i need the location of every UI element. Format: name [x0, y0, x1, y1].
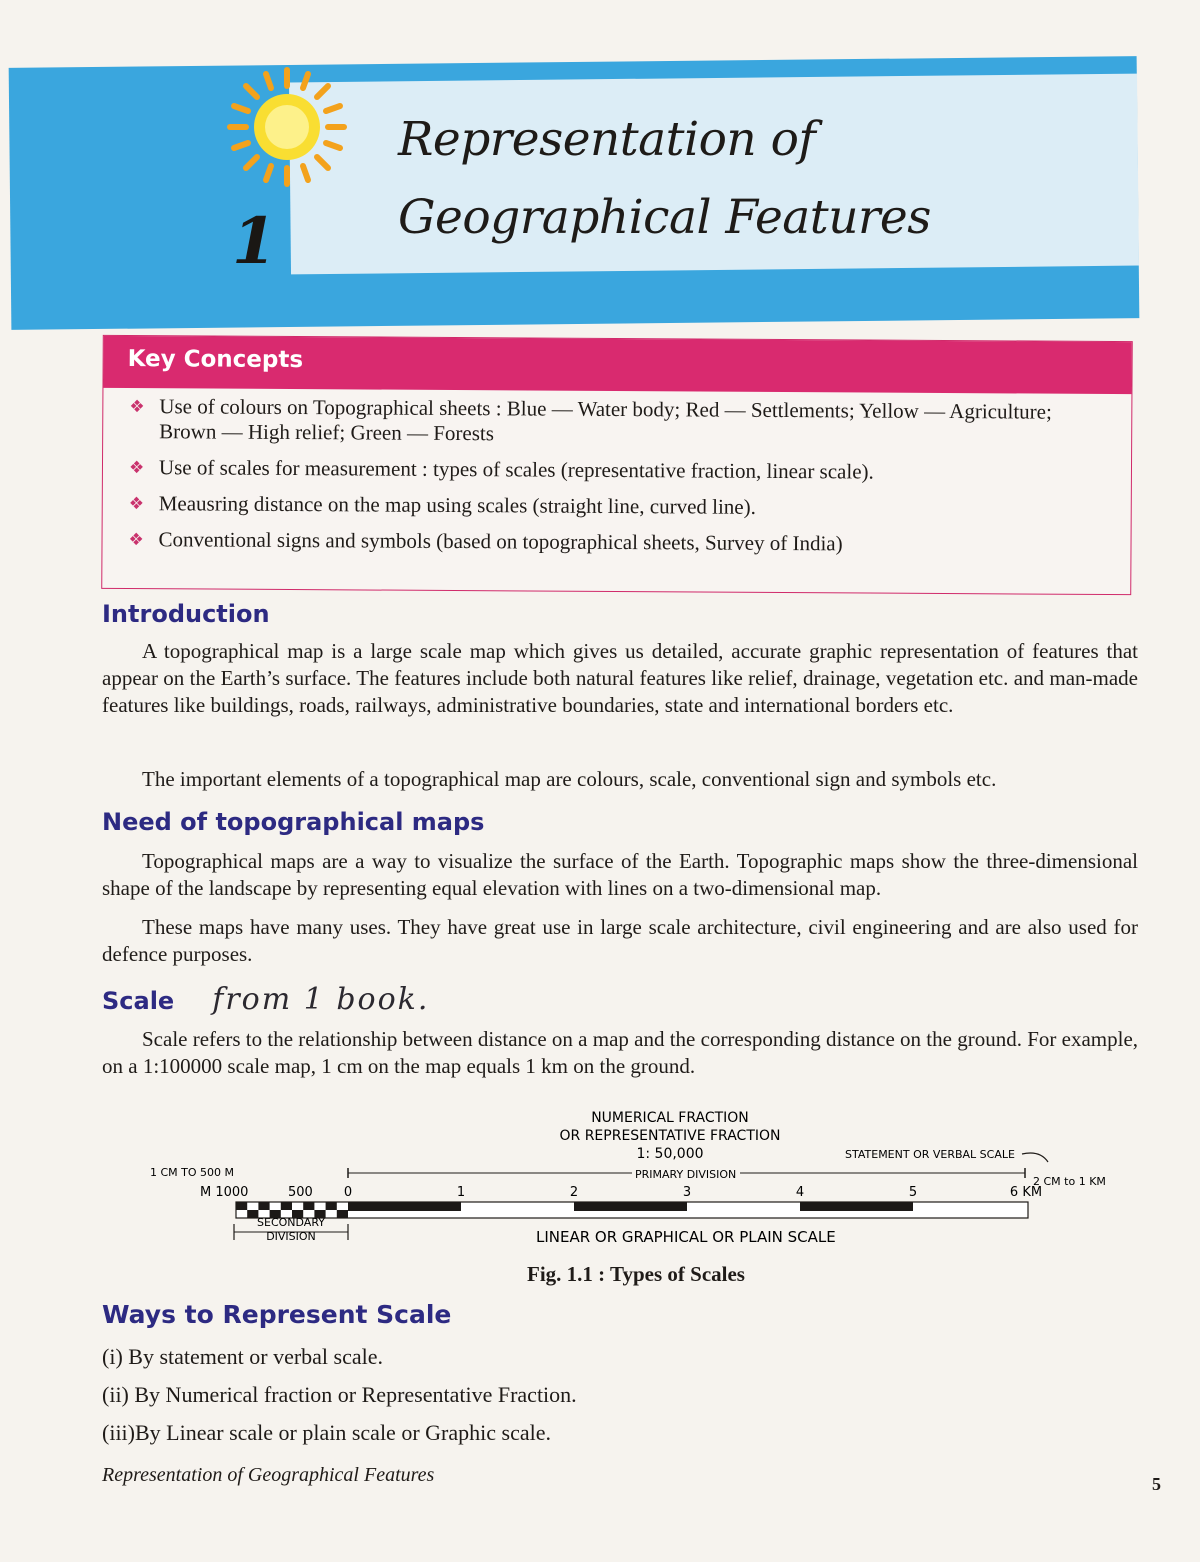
secondary-division-segment	[281, 1202, 292, 1210]
numerical-fraction-label: NUMERICAL FRACTION	[591, 1110, 749, 1126]
secondary-division-segment	[303, 1202, 314, 1210]
linear-scale-label: LINEAR OR GRAPHICAL OR PLAIN SCALE	[536, 1228, 836, 1246]
primary-tick-label: 0	[343, 1185, 353, 1200]
diamond-bullet-icon: ❖	[129, 397, 145, 418]
key-concepts-header	[103, 336, 1131, 394]
key-concepts-box	[101, 335, 1133, 595]
secondary-division-segment	[258, 1202, 269, 1210]
scale-paragraph: Scale refers to the relationship between distance on a map and the corresponding distance on the ground. For example, on a 1:100000 scale map, 1 cm on the map equals 1 km on the ground.	[102, 1027, 1139, 1078]
chapter-title-line-2: Geographical Features	[398, 190, 931, 245]
diamond-bullet-icon: ❖	[128, 530, 144, 551]
key-concepts-heading: Key Concepts	[127, 346, 304, 374]
right-statement-label: 2 CM to 1 KM	[1033, 1175, 1106, 1188]
scale-heading: Scale	[102, 987, 175, 1015]
diamond-bullet-icon: ❖	[128, 494, 145, 515]
introduction-paragraph-2: The important elements of a topographical map are colours, scale, conventional sign and symbols etc.	[142, 767, 997, 791]
need-paragraph-1: Topographical maps are a way to visualize the surface of the Earth. Topographic maps show the three-dimensional shape of the landscape by representing equal elevation with lines on a two-dimensional map.	[102, 849, 1138, 900]
key-concept-item: ❖ Use of scales for measurement : types of scales (representative fraction, linear scale).	[128, 455, 874, 484]
primary-tick-label: 4	[795, 1185, 805, 1200]
chapter-number: 1	[232, 204, 277, 279]
handwritten-note: from 1 book.	[212, 982, 430, 1017]
need-heading: Need of topographical maps	[102, 808, 485, 836]
rf-value: 1: 50,000	[636, 1146, 704, 1162]
primary-tick-label: 1	[456, 1185, 466, 1200]
key-concept-item: ❖ Conventional signs and symbols (based on topographical sheets, Survey of India)	[128, 527, 843, 556]
secondary-division-segment	[337, 1210, 348, 1218]
introduction-paragraph-1: A topographical map is a large scale map which gives us detailed, accurate graphic representation of features that appear on the Earth’s surface. The features include both natural features like relief, drainage, vegetation etc. and man-made features like buildings, roads, railways, administrative boundaries, state and international borders etc.	[102, 639, 1138, 717]
primary-division-label: PRIMARY DIVISION	[635, 1168, 737, 1181]
scale-heading-row	[102, 982, 429, 1017]
primary-division-segment	[574, 1202, 687, 1211]
primary-tick-label: 3	[682, 1185, 692, 1200]
primary-tick-label: 5	[908, 1185, 918, 1200]
left-unit-label: M 1000	[200, 1185, 249, 1200]
secondary-division-label-2: DIVISION	[266, 1230, 316, 1243]
primary-tick-label: 2	[569, 1185, 579, 1200]
figure-caption: Fig. 1.1 : Types of Scales	[527, 1262, 745, 1286]
scale-figure	[140, 1100, 1130, 1260]
chapter-title-line-1: Representation of	[398, 112, 816, 167]
ways-item-1: (i) By statement or verbal scale.	[102, 1344, 384, 1369]
secondary-division-segment	[236, 1202, 247, 1210]
left-statement-label: 1 CM TO 500 M	[150, 1166, 235, 1179]
primary-tick-label: 6 KM	[1009, 1185, 1043, 1200]
diamond-bullet-icon: ❖	[128, 458, 145, 479]
sun-icon	[222, 62, 352, 192]
representative-fraction-label: OR REPRESENTATIVE FRACTION	[559, 1128, 781, 1144]
statement-arrow	[1022, 1153, 1048, 1162]
key-concept-item: ❖ Meausring distance on the map using scales (straight line, curved line).	[128, 491, 756, 519]
ways-heading: Ways to Represent Scale	[102, 1300, 452, 1329]
ways-item-3: (iii)By Linear scale or plain scale or Graphic scale.	[102, 1420, 551, 1445]
statement-scale-label: STATEMENT OR VERBAL SCALE	[845, 1148, 1015, 1161]
page-number: 5	[1152, 1474, 1161, 1494]
key-concepts-list	[128, 394, 1109, 569]
secondary-division-label-1: SECONDARY	[257, 1216, 325, 1229]
introduction-heading: Introduction	[102, 600, 270, 628]
need-paragraph-2: These maps have many uses. They have great use in large scale architecture, civil engineering and are also used for defence purposes.	[102, 915, 1138, 966]
primary-division-segment	[348, 1202, 461, 1211]
key-concept-item: ❖ Use of colours on Topographical sheets : Blue — Water body; Red — Settlements; Yellow — Agriculture; Brown — High relief; Green — Forests	[129, 394, 1052, 446]
secondary-division-segment	[326, 1202, 337, 1210]
secondary-tick-label: 500	[288, 1185, 313, 1200]
primary-division-segment	[800, 1202, 913, 1211]
running-footer-title: Representation of Geographical Features	[102, 1464, 435, 1486]
ways-item-2: (ii) By Numerical fraction or Representative Fraction.	[102, 1382, 577, 1407]
